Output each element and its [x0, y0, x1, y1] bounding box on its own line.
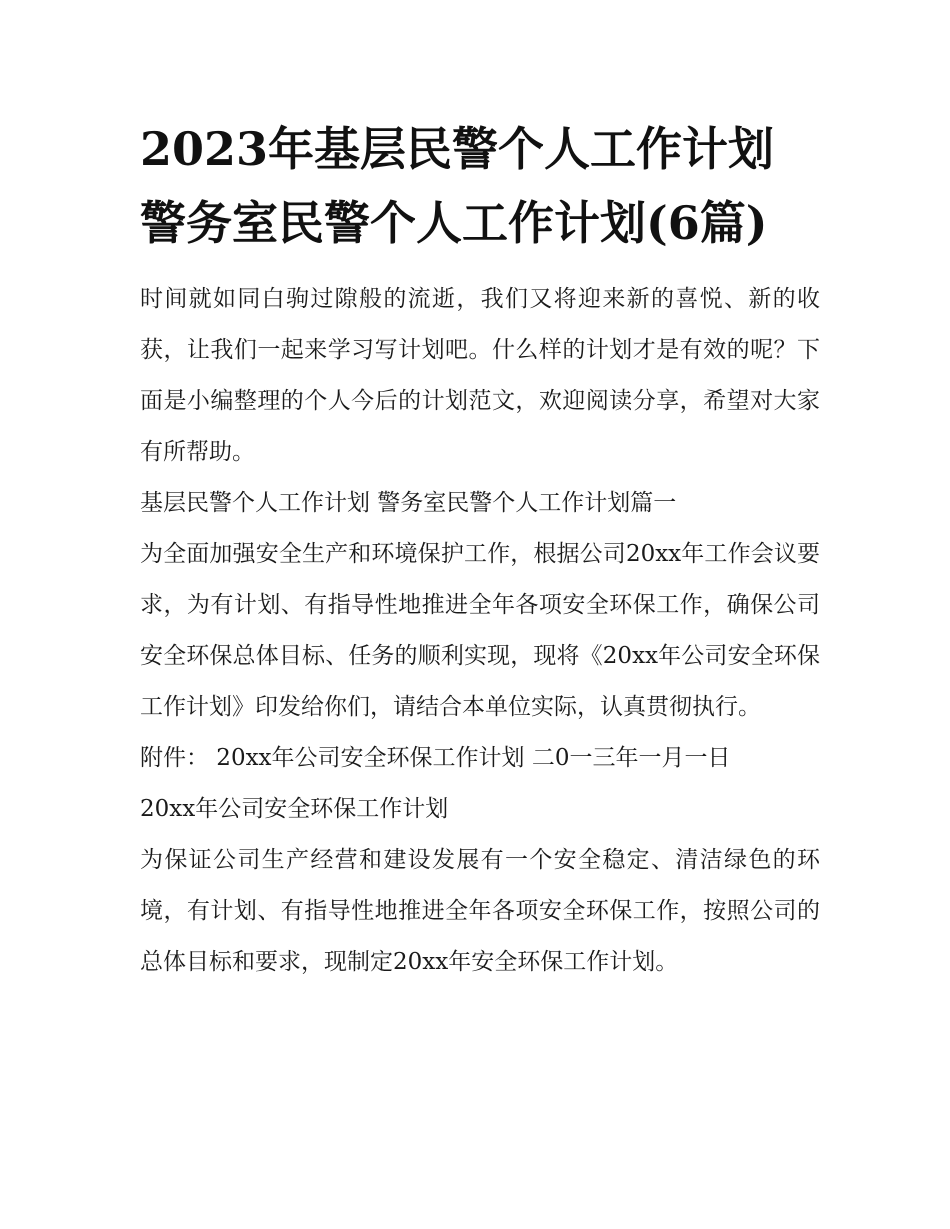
paragraph-notice: 为全面加强安全生产和环境保护工作，根据公司20xx年工作会议要求，为有计划、有指导性地推进全年各项安全环保工作，确保公司安全环保总体目标、任务的顺利实现，现将《20xx年公司安全环保工作计划》印发给你们，请结合本单位实际，认真贯彻执行。 — [140, 541, 820, 720]
paragraph-section-heading: 基层民警个人工作计划 警务室民警个人工作计划篇一 — [140, 490, 677, 516]
paragraph-plan-title: 20xx年公司安全环保工作计划 — [140, 796, 449, 822]
paragraph-attachment: 附件： 20xx年公司安全环保工作计划 二0一三年一月一日 — [140, 745, 731, 771]
document-content — [140, 112, 820, 988]
paragraph-plan-intro: 为保证公司生产经营和建设发展有一个安全稳定、清洁绿色的环境，有计划、有指导性地推进全年各项安全环保工作，按照公司的总体目标和要求，现制定20xx年安全环保工作计划。 — [140, 847, 820, 975]
document-title: 2023年基层民警个人工作计划 警务室民警个人工作计划(6篇) — [140, 122, 775, 250]
paragraph-intro: 时间就如同白驹过隙般的流逝，我们又将迎来新的喜悦、新的收获，让我们一起来学习写计划吧。什么样的计划才是有效的呢？下面是小编整理的个人今后的计划范文，欢迎阅读分享，希望对大家有所帮助。 — [140, 286, 820, 465]
